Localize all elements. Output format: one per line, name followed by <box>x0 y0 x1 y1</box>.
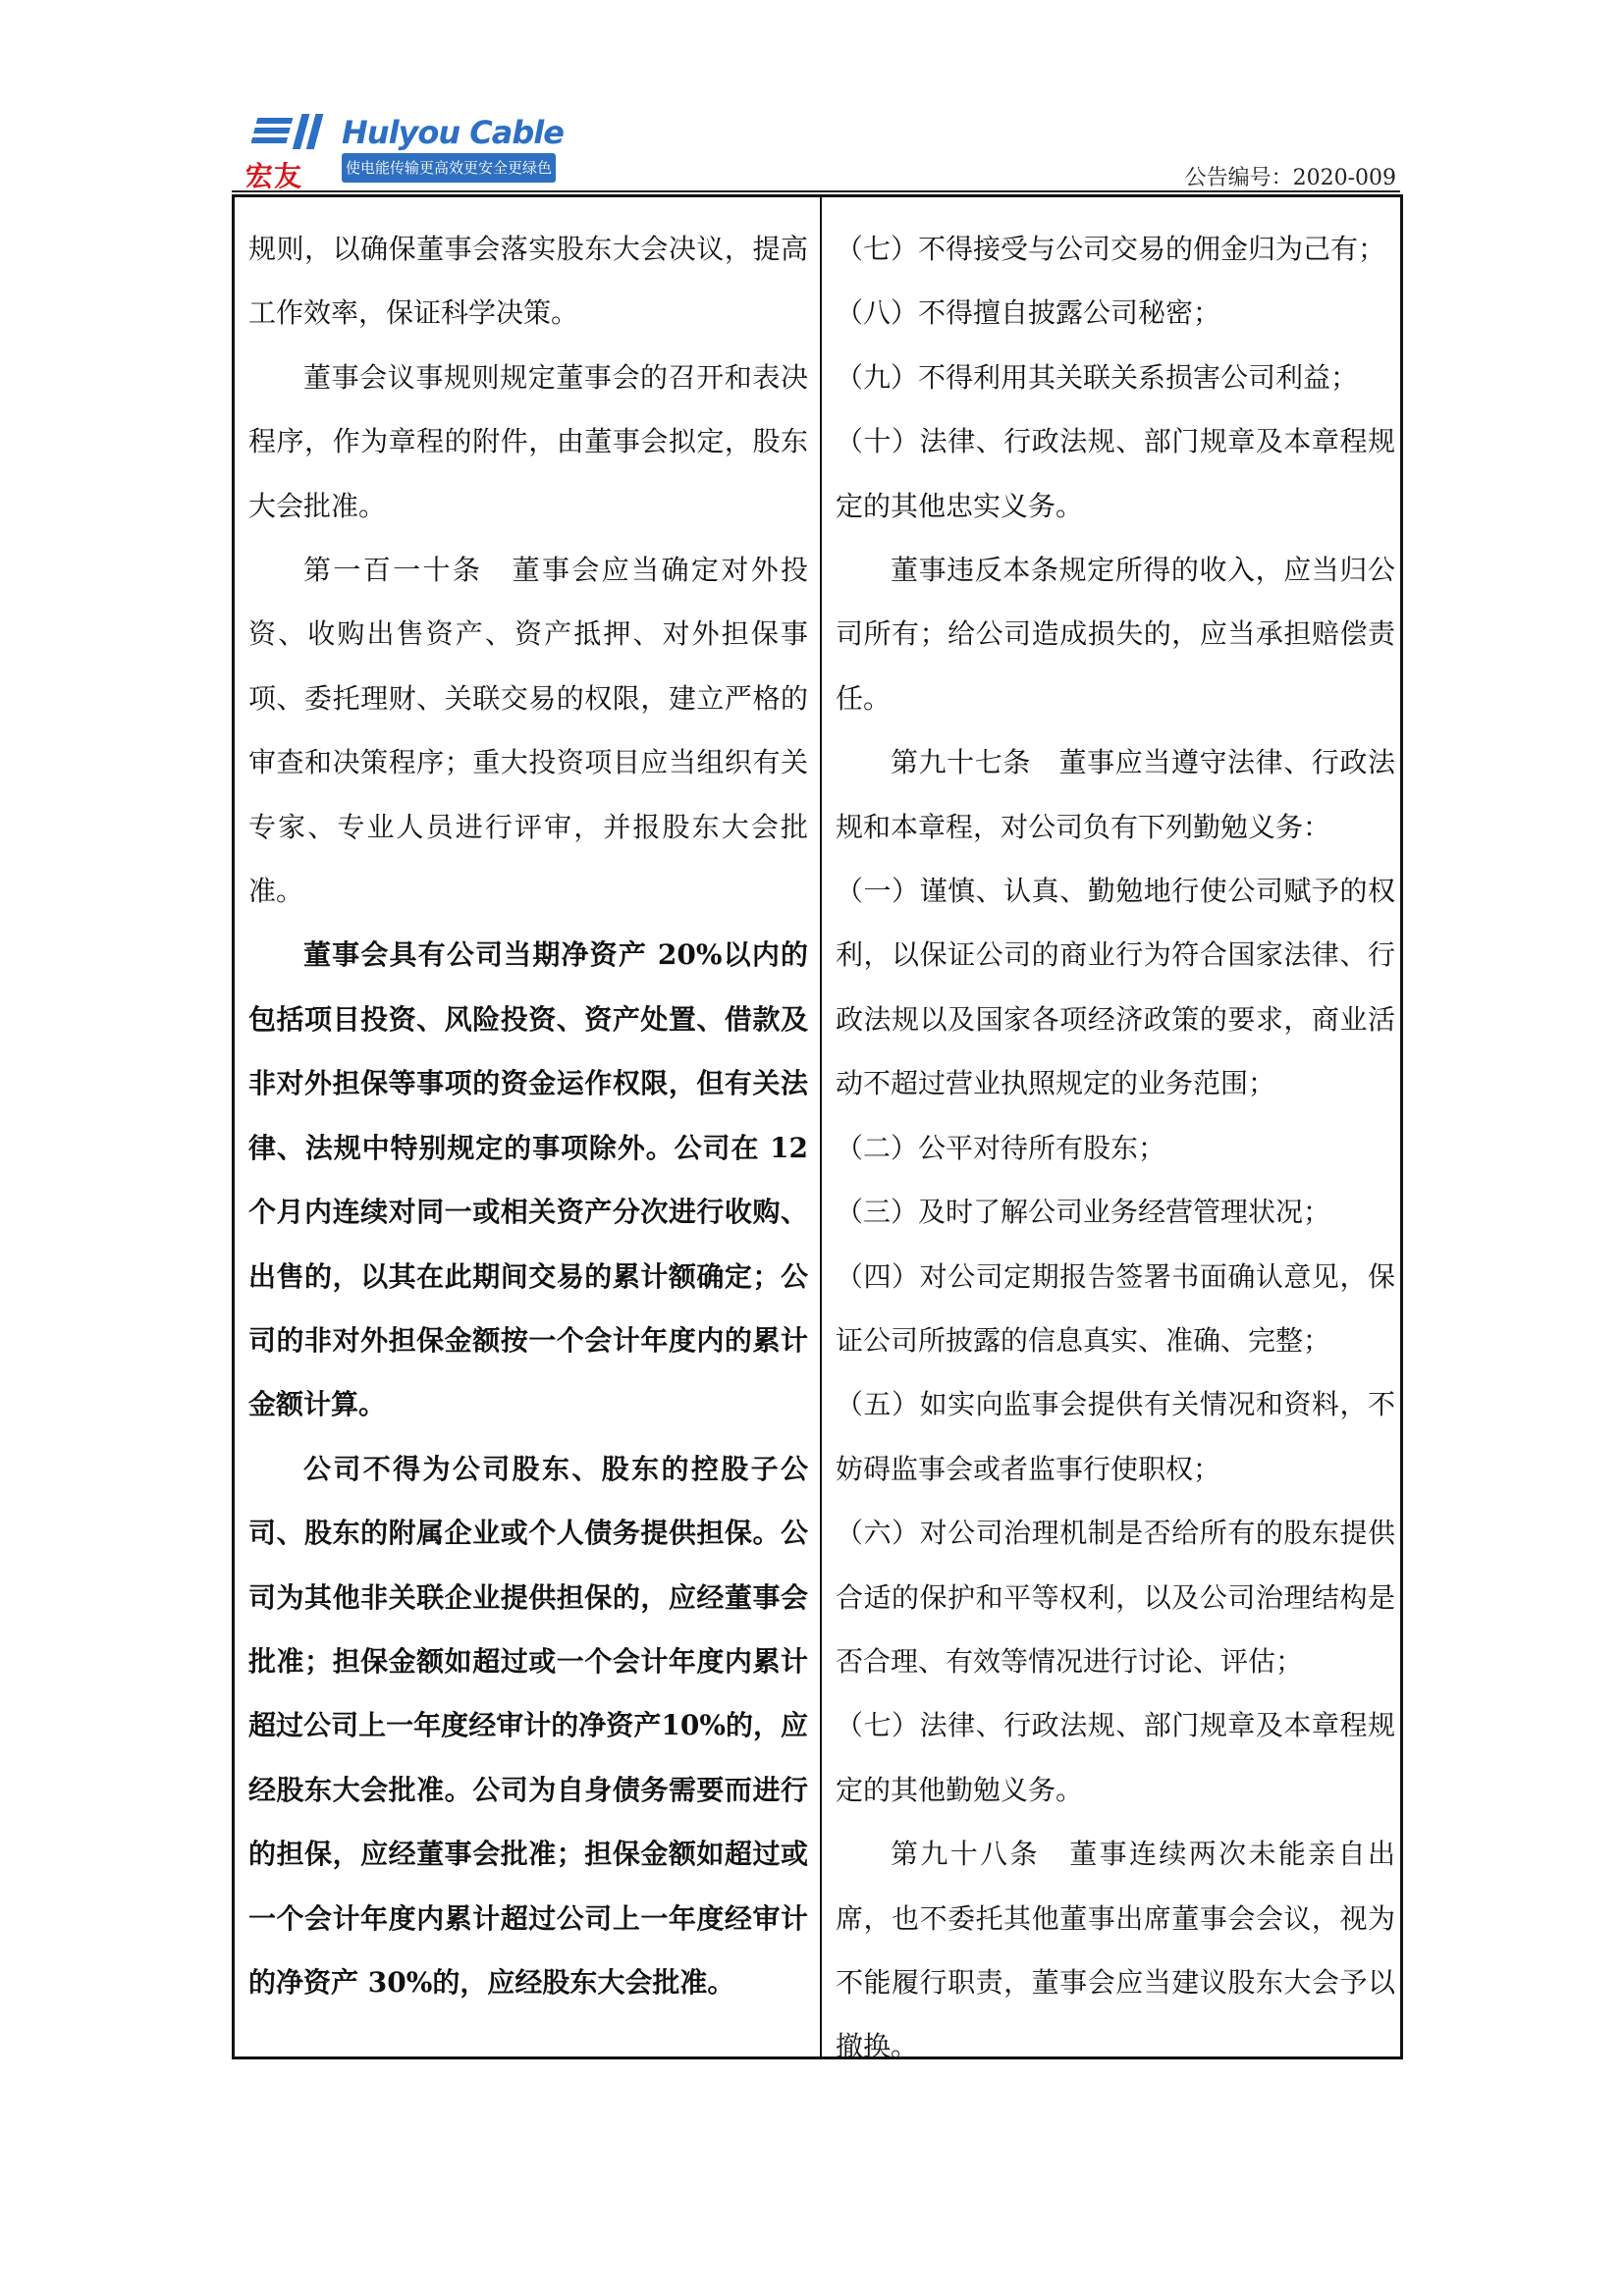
logo-slogan: 使电能传输更高效更安全更绿色 <box>342 153 556 183</box>
logo-chinese-text: 宏友 <box>245 160 303 192</box>
paragraph: （四）对公司定期报告签署书面确认意见，保证公司所披露的信息真实、准确、完整； <box>836 1259 1395 1357</box>
paragraph: （九）不得利用其关联关系损害公司利益； <box>836 360 1359 394</box>
column-divider <box>820 197 822 2056</box>
right-column <box>836 217 1395 2079</box>
header-rule <box>232 190 1400 192</box>
paragraph: 董事违反本条规定所得的收入，应当归公司所有；给公司造成损失的，应当承担赔偿责任。 <box>836 554 1395 715</box>
paragraph: 公司不得为公司股东、股东的控股子公司、股东的附属企业或个人债务提供担保。公司为其他非关联企业提供担保的，应经董事会批准；担保金额如超过或一个会计年度内累计超过公司上一年度经审计的净资产10%的，应经股东大会批准。公司为自身债务需要而进行的担保，应经董事会批准；担保金额如超过或一个会计年度内累计超过公司上一年度经审计的净资产 30%的，应经股东大会批准。 <box>248 1452 808 1999</box>
paragraph: （三）及时了解公司业务经营管理状况； <box>836 1196 1331 1229</box>
paragraph: （八）不得擅自披露公司秘密； <box>836 296 1221 330</box>
paragraph: （七）不得接受与公司交易的佣金归为己有； <box>836 233 1386 265</box>
paragraph: （六）对公司治理机制是否给所有的股东提供合适的保护和平等权利，以及公司治理结构是否合理、有效等情况进行讨论、评估； <box>836 1517 1395 1678</box>
announcement-number: 公告编号：2020-009 <box>1184 166 1396 190</box>
paragraph: 规则，以确保董事会落实股东大会决议，提高工作效率，保证科学决策。 <box>248 233 808 330</box>
page-header <box>232 110 1400 192</box>
logo-english-text: Hulyou Cable <box>342 114 564 151</box>
paragraph: （七）法律、行政法规、部门规章及本章程规定的其他勤勉义务。 <box>836 1709 1395 1806</box>
paragraph: 第九十八条 董事连续两次未能亲自出席，也不委托其他董事出席董事会会议，视为不能履行职责，董事会应当建议股东大会予以撤换。 <box>836 1838 1395 2063</box>
comparison-table <box>232 194 1403 2063</box>
paragraph: （一）谨慎、认真、勤勉地行使公司赋予的权利，以保证公司的商业行为符合国家法律、行政法规以及国家各项经济政策的要求，商业活动不超过营业执照规定的业务范围； <box>836 875 1395 1100</box>
paragraph: 第九十七条 董事应当遵守法律、行政法规和本章程，对公司负有下列勤勉义务： <box>836 746 1395 843</box>
paragraph: 第一百一十条 董事会应当确定对外投资、收购出售资产、资产抵押、对外担保事项、委托理财、关联交易的权限，建立严格的审查和决策程序；重大投资项目应当组织有关专家、专业人员进行评审，并报股东大会批准。 <box>248 554 808 908</box>
paragraph: （二）公平对待所有股东； <box>836 1131 1166 1164</box>
left-column <box>248 217 808 2014</box>
paragraph: （五）如实向监事会提供有关情况和资料，不妨碍监事会或者监事行使职权； <box>836 1388 1395 1485</box>
paragraph: 董事会议事规则规定董事会的召开和表决程序，作为章程的附件，由董事会拟定，股东大会批准。 <box>248 360 808 522</box>
paragraph: 董事会具有公司当期净资产 20%以内的包括项目投资、风险投资、资产处置、借款及非对外担保等事项的资金运作权限，但有关法律、法规中特别规定的事项除外。公司在 12 个月内连续对同一或相关资产分次进行收购、出售的，以其在此期间交易的累计额确定；公司的非对外担保金额按一个会计年度内的累计金额计算。 <box>248 938 808 1421</box>
paragraph: （十）法律、行政法规、部门规章及本章程规定的其他忠实义务。 <box>836 425 1395 522</box>
